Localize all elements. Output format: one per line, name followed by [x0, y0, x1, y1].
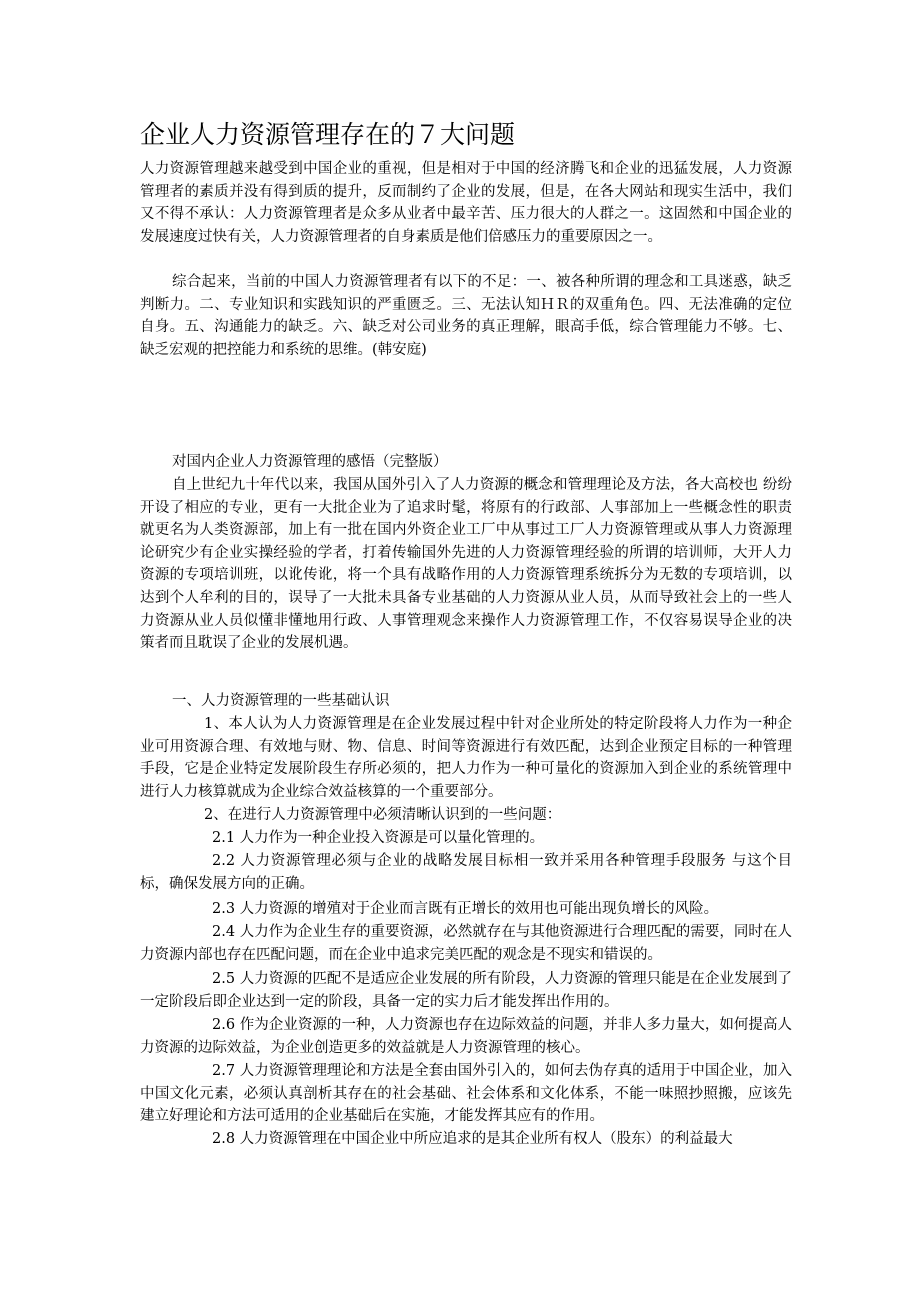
intro-paragraph: 人力资源管理越来越受到中国企业的重视，但是相对于中国的经济腾飞和企业的迅猛发展，人力资源管理者的素质并没有得到质的提升，反而制约了企业的发展，但是，在各大网站和现实生活中，我们又不得不承认：人力资源管理者是众多从业者中最辛苦、压力很大的人群之一。这固然和中国企业的发展速度过快有关，人力资源管理者的自身素质是他们倍感压力的重要原因之一。	[140, 161, 792, 245]
essay-intro-paragraph: 自上世纪九十年代以来，我国从国外引入了人力资源的概念和管理理论及方法，各大高校也 纷纷开设了相应的专业，更有一大批企业为了追求时髦，将原有的行政部、人事部加上一些概念性的职责就更名为人类资源部，加上有一批在国内外资企业工厂中从事过工厂人力资源管理或从事人力资源理论研究少有企业实操经验的学者，打着传输国外先进的人力资源管理经验的所谓的培训师，大开人力资源的专项培训班，以讹传讹，将一个具有战略作用的人力资源管理系统拆分为无数的专项培训，以达到个人牟利的目的，误导了一大批未具备专业基础的人力资源从业人员，从而导致社会上的一些人力资源从业人员似懂非懂地用行政、人事管理观念来操作人力资源管理工作，不仅容易误导企业的决策者而且耽误了企业的发展机遇。	[140, 477, 792, 652]
list-item: 2.8 人力资源管理在中国企业中所应追求的是其企业所有权人（股东）的利益最大	[212, 1131, 733, 1147]
list-item: 2.3 人力资源的增殖对于企业而言既有正增长的效用也可能出现负增长的风险。	[212, 901, 719, 917]
list-item: 2.6 作为企业资源的一种，人力资源也存在边际效益的问题，并非人多力量大，如何提高人力资源的边际效益，为企业创造更多的效益就是人力资源管理的核心。	[140, 1017, 792, 1056]
summary-paragraph: 综合起来，当前的中国人力资源管理者有以下的不足：一、被各种所谓的理念和工具迷惑，缺乏判断力。二、专业知识和实践知识的严重匮乏。三、无法认知ＨＲ的双重角色。四、无法准确的定位自身。五、沟通能力的缺乏。六、缺乏对公司业务的真正理解，眼高手低，综合管理能力不够。七、缺乏宏观的把控能力和系统的思维。(韩安庭)	[140, 274, 792, 358]
list-item: 2.5 人力资源的匹配不是适应企业发展的所有阶段，人力资源的管理只能是在企业发展到了一定阶段后即企业达到一定的阶段，具备一定的实力后才能发挥出作用的。	[140, 971, 792, 1010]
list-item: 2.2 人力资源管理必须与企业的战略发展目标相一致并采用各种管理手段服务 与这个目标，确保发展方向的正确。	[140, 853, 792, 892]
list-item: 2.7 人力资源管理理论和方法是全套由国外引入的，如何去伪存真的适用于中国企业，加入中国文化元素，必须认真剖析其存在的社会基础、社会体系和文化体系，不能一味照抄照搬，应该先建立好理论和方法可适用的企业基础后在实施，才能发挥其应有的作用。	[140, 1063, 792, 1125]
document-title: 企业人力资源管理存在的７大问题	[140, 120, 516, 149]
list-item: 2、在进行人力资源管理中必须清晰认识到的一些问题：	[204, 807, 562, 823]
list-item: 2.4 人力作为企业生存的重要资源，必然就存在与其他资源进行合理匹配的需要，同时在人力资源内部也存在匹配问题，而在企业中追求完美匹配的观念是不现实和错误的。	[140, 924, 792, 963]
essay-title: 对国内企业人力资源管理的感悟（完整版）	[172, 454, 448, 470]
list-item: 1、本人认为人力资源管理是在企业发展过程中针对企业所处的特定阶段将人力作为一种企业可用资源合理、有效地与财、物、信息、时间等资源进行有效匹配，达到企业预定目标的一种管理手段，它是企业特定发展阶段生存所必须的，把人力作为一种可量化的资源加入到企业的系统管理中进行人力核算就成为企业综合效益核算的一个重要部分。	[140, 716, 792, 800]
section-heading: 一、人力资源管理的一些基础认识	[172, 693, 390, 709]
list-item: 2.1 人力作为一种企业投入资源是可以量化管理的。	[212, 830, 545, 846]
